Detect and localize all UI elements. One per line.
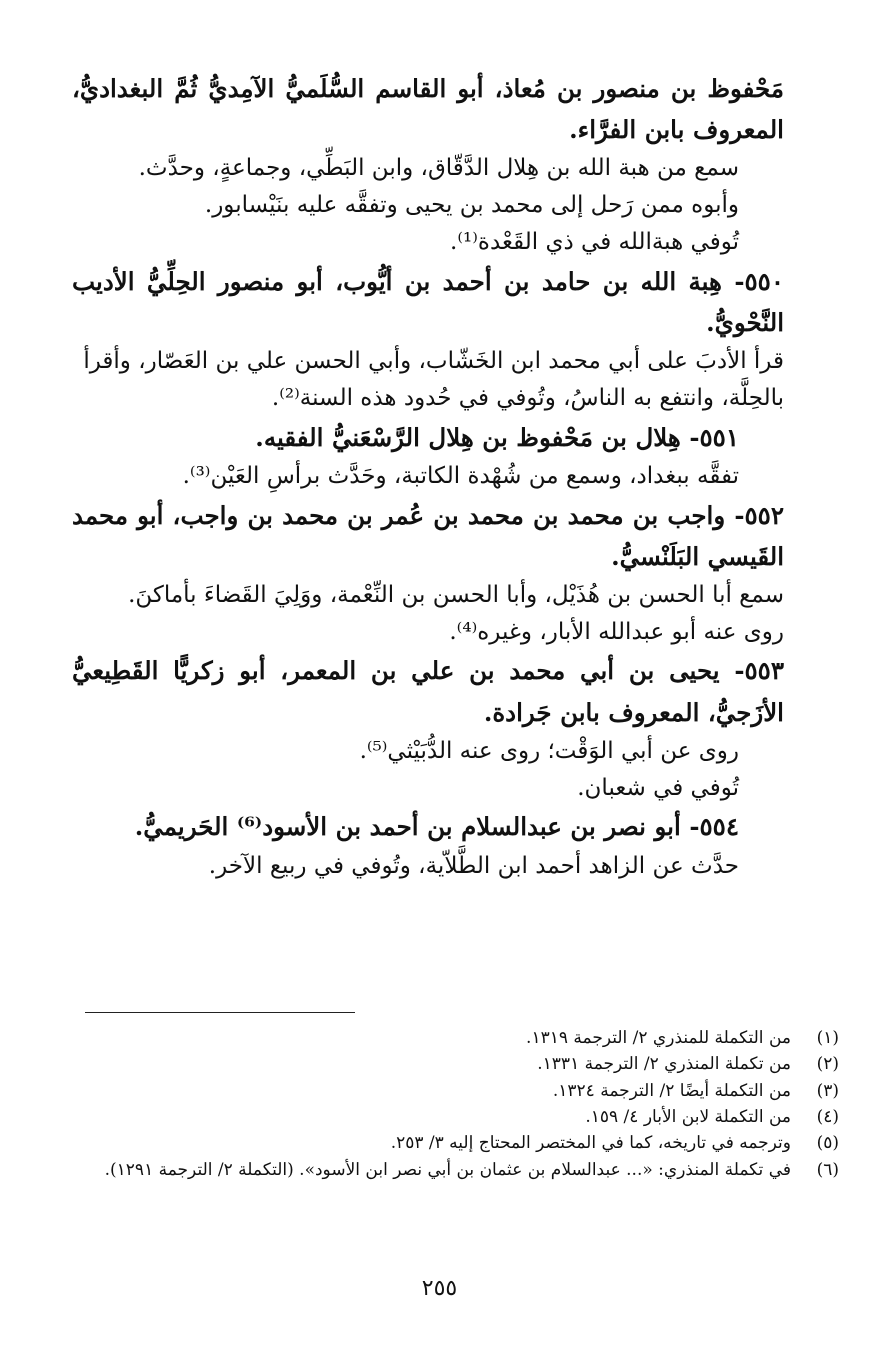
footnote	[69, 1130, 839, 1156]
footnote	[69, 1078, 839, 1104]
paragraph: سمع من هبة الله بن هِلال الدَّقّاق، وابن البَطِّي، وجماعةٍ، وحدَّث.	[138, 155, 739, 182]
entry-heading: مَحْفوظ بن منصور بن مُعاذ، أبو القاسم السُّلَميُّ الآمِديُّ ثُمَّ البغداديُّ، المعروف بابن الفرَّاء.	[72, 74, 784, 145]
paragraph: تُوفي هبةالله في ذي القَعْدة⁽¹⁾.	[450, 228, 739, 255]
entry-heading-551: ٥٥١- هِلال بن مَحْفوظ بن هِلال الرَّسْعَنيُّ الفقيه.	[255, 422, 739, 452]
footnote-divider	[85, 1012, 355, 1013]
footnote-text: من تكملة المنذري ٢/ الترجمة ١٣٣١.	[537, 1054, 791, 1075]
paragraph: روى عنه أبو عبدالله الأبار، وغيره⁽⁴⁾.	[449, 618, 784, 645]
footnote-text: من التكملة أيضًا ٢/ الترجمة ١٣٢٤.	[552, 1080, 791, 1101]
footnote	[69, 1104, 839, 1130]
main-text	[72, 68, 784, 884]
footnote-number: (٤)	[816, 1107, 839, 1128]
entry-heading-554: ٥٥٤- أبو نصر بن عبدالسلام بن أحمد بن الأسود⁽⁶⁾ الحَريميُّ.	[134, 812, 739, 842]
entry-heading-552: ٥٥٢- واجب بن محمد بن محمد بن عُمر بن محمد بن واجب، أبو محمد القَيسي البَلَنْسيُّ.	[72, 500, 784, 571]
paragraph: تُوفي في شعبان.	[577, 774, 739, 801]
paragraph: وأبوه ممن رَحل إلى محمد بن يحيى وتفقَّه عليه بنَيْسابور.	[204, 192, 739, 219]
footnote-text: وترجمه في تاريخه، كما في المختصر المحتاج إليه ٣/ ٢٥٣.	[390, 1133, 791, 1154]
entry-heading-550: ٥٥٠- هِبة الله بن حامد بن أحمد بن أيُّوب، أبو منصور الحِلِّيُّ الأديب النَّحْويُّ.	[72, 266, 784, 337]
footnote-number: (٢)	[816, 1054, 839, 1075]
footnote-number: (٦)	[816, 1159, 839, 1180]
entry-heading-553: ٥٥٣- يحيى بن أبي محمد بن علي بن المعمر، أبو زكريًّا القَطِيعيُّ الأزَجيُّ، المعروف بابن جَرادة.	[72, 656, 784, 727]
footnote-number: (٣)	[816, 1080, 839, 1101]
footnote-number: (٥)	[816, 1133, 839, 1154]
footnote-text: من التكملة لابن الأبار ٤/ ١٥٩.	[585, 1107, 791, 1128]
paragraph: روى عن أبي الوَقْت؛ روى عنه الدُّبَيْثي⁽⁵⁾.	[359, 737, 739, 764]
footnote	[69, 1025, 839, 1051]
page-number: ٢٥٥	[421, 1276, 458, 1301]
footnote	[69, 1051, 839, 1077]
paragraph: قرأ الأدبَ على أبي محمد ابن الخَشّاب، وأبي الحسن علي بن العَصّار، وأقرأ بالحِلَّة، وانتفع به الناسُ، وتُوفي في حُدود هذه السنة⁽²⁾.	[83, 348, 784, 411]
footnote	[69, 1157, 839, 1183]
paragraph: سمع أبا الحسن بن هُذَيْل، وأبا الحسن بن النِّعْمة، ووَلِيَ القَضاءَ بأماكنَ.	[128, 581, 784, 608]
paragraph: تفقَّه ببغداد، وسمع من شُهْدة الكاتبة، وحَدَّث برأسِ العَيْن⁽³⁾.	[182, 462, 739, 489]
footnotes	[69, 1025, 839, 1183]
footnote-number: (١)	[816, 1028, 839, 1048]
paragraph: حدَّث عن الزاهد أحمد ابن الطَّلاّية، وتُوفي في ربيع الآخر.	[208, 852, 739, 879]
footnote-text: من التكملة للمنذري ٢/ الترجمة ١٣١٩.	[526, 1028, 791, 1048]
footnote-text: في تكملة المنذري: «... عبدالسلام بن عثمان بن أبي نصر ابن الأسود». (التكملة ٢/ الترجمة ١٢٩١).	[104, 1159, 791, 1180]
